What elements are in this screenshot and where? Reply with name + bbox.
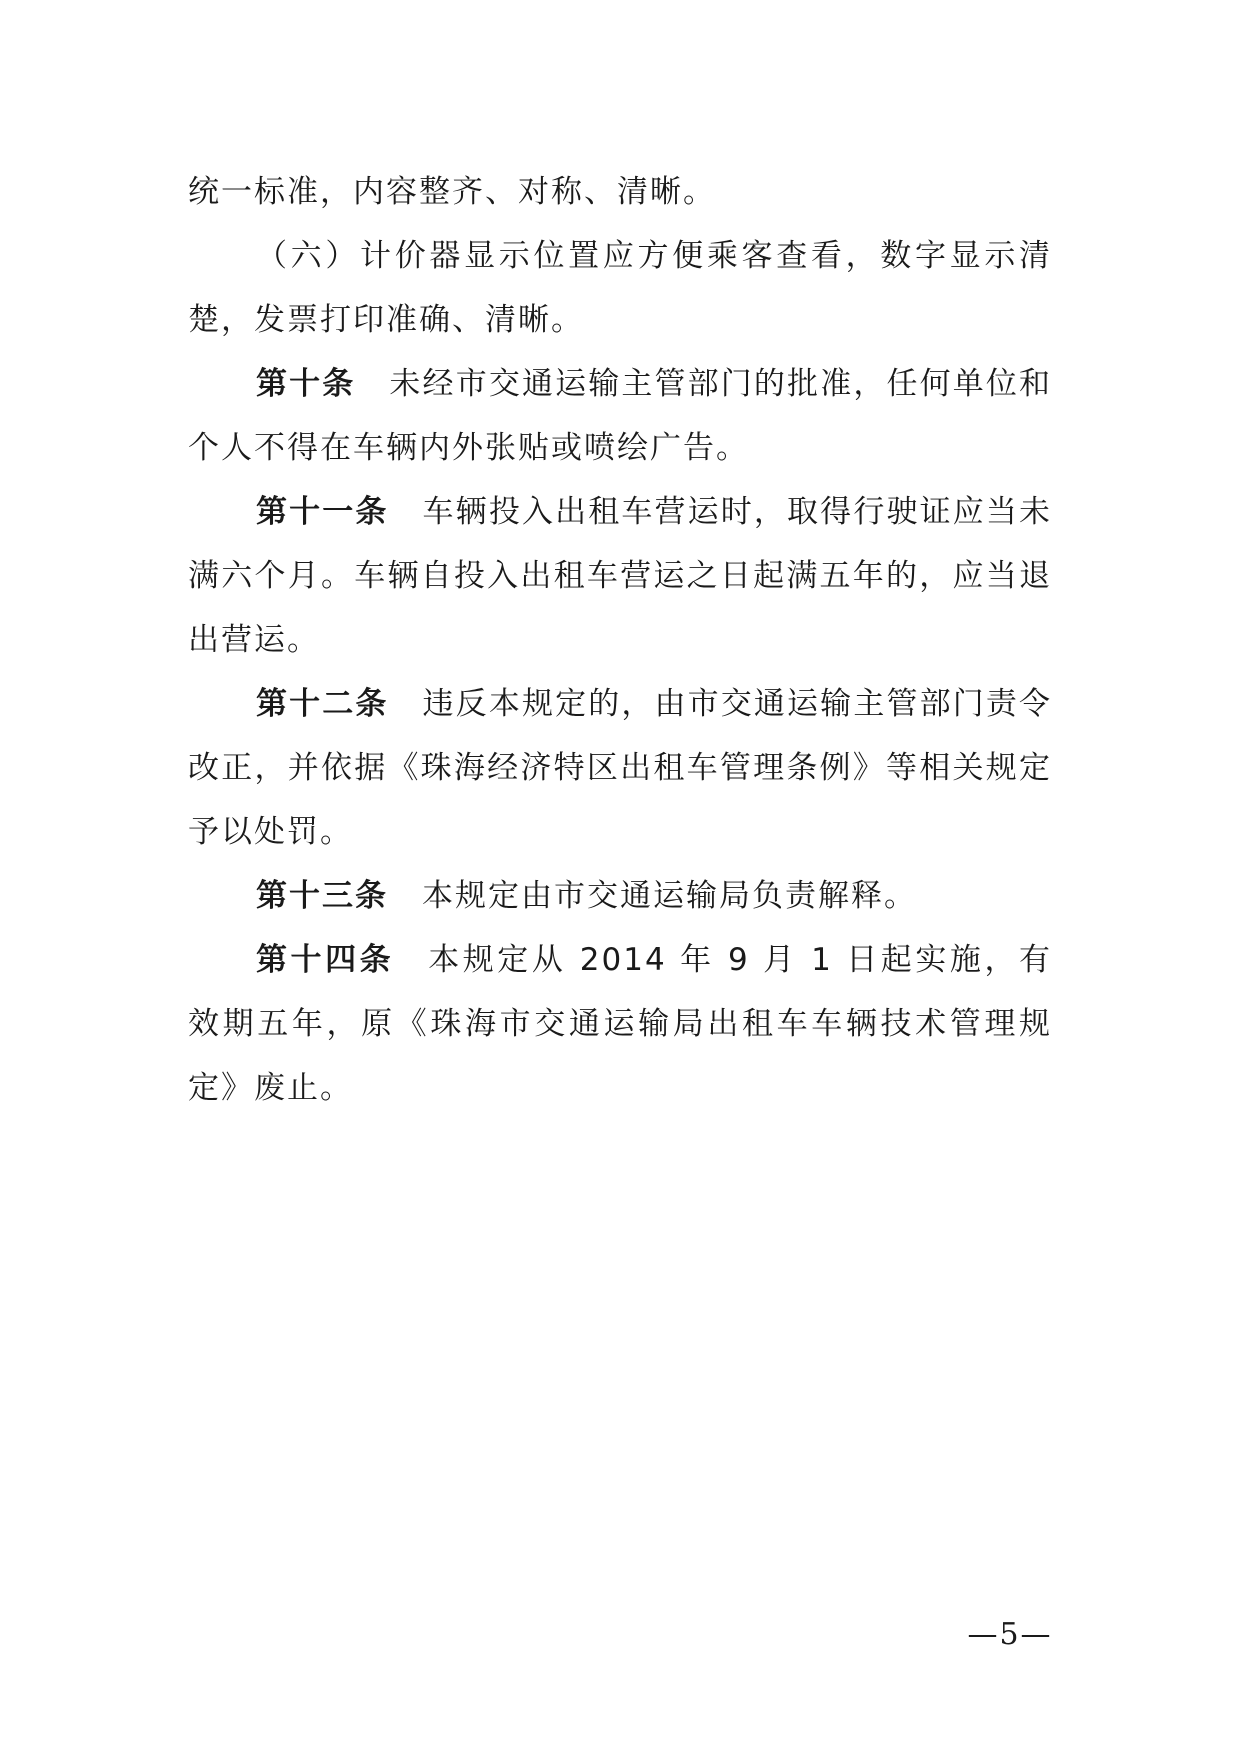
paragraph-text: 统一标准，内容整齐、对称、清晰。 xyxy=(188,174,716,210)
article-number: 第十三条 xyxy=(256,878,388,914)
article-number: 第十一条 xyxy=(256,494,389,530)
article-12 xyxy=(188,672,1052,864)
article-11 xyxy=(188,480,1052,672)
page-number: —5— xyxy=(967,1617,1053,1652)
article-text: 本规定由市交通运输局负责解释。 xyxy=(422,878,917,914)
paragraph-continuation xyxy=(188,160,1052,224)
article-text: 车辆投入出租车营运时，取得行驶证应当未满六个月。车辆自投入出租车营运之日起满五年的，应当退出营运。 xyxy=(188,494,1052,658)
article-10 xyxy=(188,352,1052,480)
article-text: 本规定从 2014 年 9 月 1 日起实施，有效期五年，原《珠海市交通运输局出租车车辆技术管理规定》废止。 xyxy=(188,942,1052,1106)
article-number: 第十条 xyxy=(256,366,356,402)
article-number: 第十二条 xyxy=(256,686,389,722)
article-14 xyxy=(188,928,1052,1120)
article-13 xyxy=(188,864,1052,928)
article-text: 违反本规定的，由市交通运输主管部门责令改正，并依据《珠海经济特区出租车管理条例》等相关规定予以处罚。 xyxy=(188,686,1052,850)
paragraph-item-6 xyxy=(188,224,1052,352)
article-number: 第十四条 xyxy=(256,942,395,978)
document-body xyxy=(188,160,1052,1120)
article-text: 未经市交通运输主管部门的批准，任何单位和个人不得在车辆内外张贴或喷绘广告。 xyxy=(188,366,1053,466)
paragraph-text: （六）计价器显示位置应方便乘客查看，数字显示清楚，发票打印准确、清晰。 xyxy=(188,238,1052,338)
